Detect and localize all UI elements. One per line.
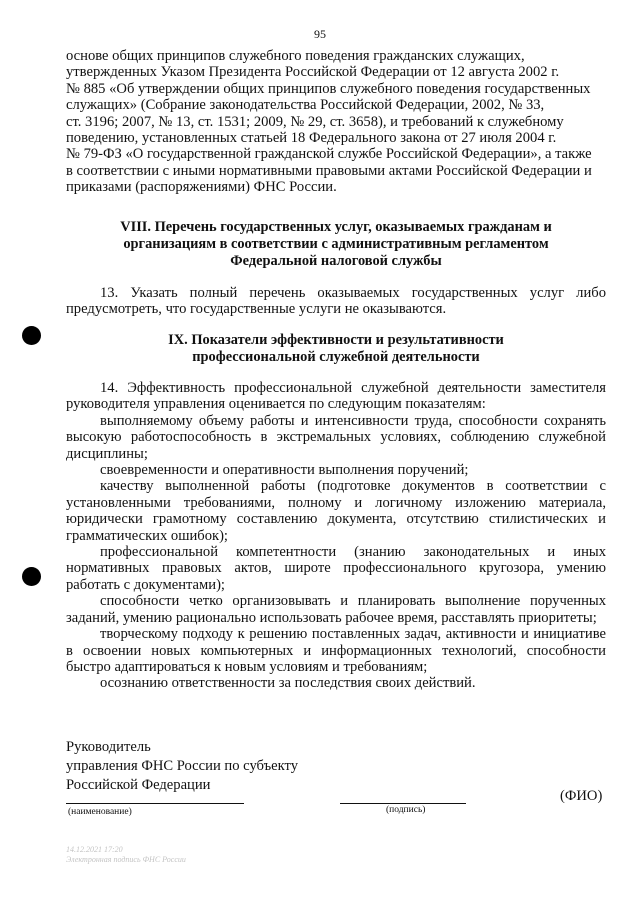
heading-line: IX. Показатели эффективности и результативности xyxy=(168,332,504,348)
paragraph-13-text: 13. Указать полный перечень оказываемых государственных услуг либо предусмотреть, что государственные услуги не оказываются. xyxy=(66,285,606,318)
text-line: в соответствии с иными нормативными правовыми актами Российской Федерации и xyxy=(66,162,592,179)
electronic-stamp-date: 14.12.2021 17:20 xyxy=(66,845,123,854)
signature-line: Российской Федерации xyxy=(66,776,211,793)
fio-label: (ФИО) xyxy=(560,788,603,804)
criteria-item: выполняемому объему работы и интенсивности труда, способности сохранять высокую работоспособность в экстремальных условиях, соблюдению служебной дисциплины; xyxy=(66,412,606,462)
criteria-item: профессиональной компетентности (знанию законодательных и иных нормативных правовых актов, широте профессионального кругозора, умению работать с документами); xyxy=(66,544,606,593)
signature-line: управления ФНС России по субъекту xyxy=(66,757,299,774)
heading-line: организациям в соответствии с административным регламентом xyxy=(123,236,549,252)
signature-caption: (подпись) xyxy=(386,805,426,815)
text-line: ст. 3196; 2007, № 13, ст. 1531; 2009, № 29, ст. 3658), и требований к служебному xyxy=(66,113,564,130)
signature-line-rule xyxy=(340,803,466,804)
text-line: служащих» (Собрание законодательства Российской Федерации, 2002, № 33, xyxy=(66,97,545,114)
electronic-stamp-text: Электронная подпись ФНС России xyxy=(66,855,186,864)
signature-line: Руководитель xyxy=(66,739,151,755)
criteria-item: творческому подходу к решению поставленных задач, активности и инициативе в освоении новых компьютерных и информационных технологий, способности быстро адаптироваться к новым условиям и требованиям; xyxy=(66,626,606,675)
name-line xyxy=(66,803,244,804)
text-line: № 885 «Об утверждении общих принципов служебного поведения государственных xyxy=(66,80,591,97)
text-line: утвержденных Указом Президента Российской Федерации от 12 августа 2002 г. xyxy=(66,64,560,81)
criteria-item: осознанию ответственности за последствия своих действий. xyxy=(100,675,476,692)
paragraph-14-block xyxy=(66,380,606,692)
name-caption: (наименование) xyxy=(68,807,132,817)
heading-line: VIII. Перечень государственных услуг, оказываемых гражданам и xyxy=(120,219,552,235)
criteria-item: способности четко организовывать и планировать выполнение порученных заданий, умению рационально использовать рабочее время, расставлять приоритеты; xyxy=(66,593,606,626)
text-line: № 79-ФЗ «О государственной гражданской службе Российской Федерации», а также xyxy=(66,146,592,163)
paragraph-intro xyxy=(66,48,606,196)
section-heading-viii xyxy=(66,219,606,270)
punch-hole-upper xyxy=(22,326,41,345)
text-line: основе общих принципов служебного поведения гражданских служащих, xyxy=(66,48,525,64)
heading-line: Федеральной налоговой службы xyxy=(230,253,442,269)
criteria-item: своевременности и оперативности выполнения поручений; xyxy=(100,462,469,479)
section-heading-ix xyxy=(66,332,606,366)
heading-line: профессиональной служебной деятельности xyxy=(192,349,480,365)
page-number: 95 xyxy=(314,27,326,41)
paragraph-13 xyxy=(66,285,606,318)
text-line: приказами (распоряжениями) ФНС России. xyxy=(66,179,337,196)
text-line: поведению, установленных статьей 18 Федерального закона от 27 июля 2004 г. xyxy=(66,130,557,147)
criteria-item: качеству выполненной работы (подготовке документов в соответствии с установленными требованиями, полному и логичному изложению материала, юридически грамотному составлению документа, отсутствию стилистических и грамматических ошибок); xyxy=(66,478,606,544)
punch-hole-lower xyxy=(22,567,41,586)
paragraph-14-text: 14. Эффективность профессиональной служебной деятельности заместителя руководителя управления оценивается по следующим показателям: xyxy=(66,380,606,413)
signature-block xyxy=(66,738,298,794)
